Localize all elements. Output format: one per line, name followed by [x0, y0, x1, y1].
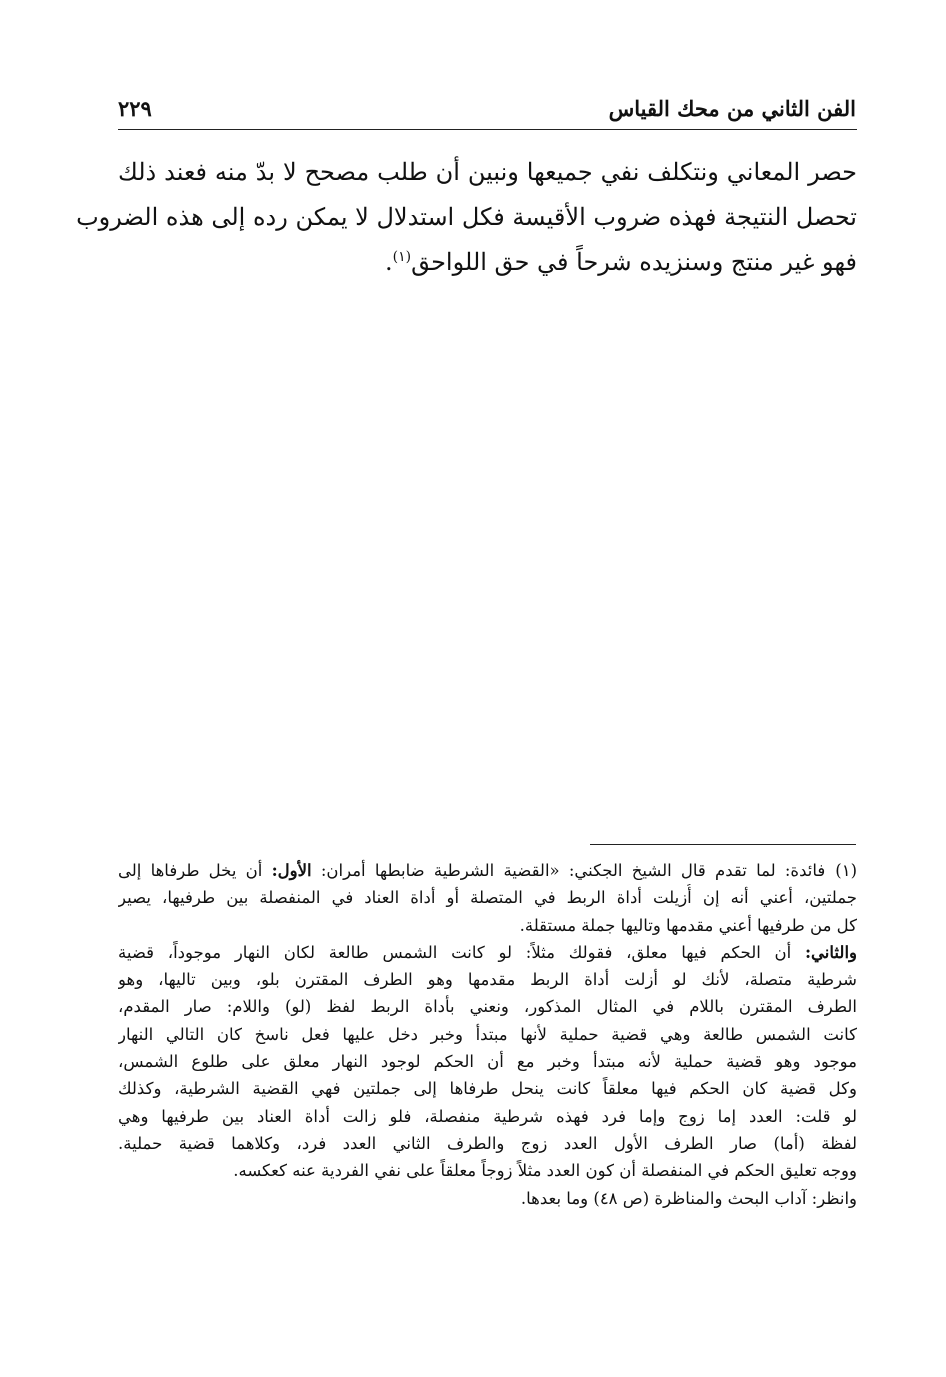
footnote-reference: (١) [392, 249, 412, 265]
page-number: ٢٢٩ [118, 96, 152, 121]
footnote-bold-term: الأول: [271, 861, 312, 880]
running-title: الفن الثاني من محك القياس [608, 96, 856, 121]
footnote-line: وكل قضية كان الحكم فيها معلقاً كانت ينحل طرفاها إلى جملتين فهي القضية الشرطية، وكذلك [118, 1079, 857, 1099]
footnote-line: وانظر: آداب البحث والمناظرة (ص ٤٨) وما بعدها. [520, 1188, 857, 1208]
body-line: تحصل النتيجة فهذه ضروب الأقيسة فكل استدلال لا يمكن رده إلى هذه الضروب [76, 203, 857, 231]
page-header [118, 96, 856, 126]
footnote-separator [590, 844, 856, 845]
footnote-text: أن يخل طرفاها إلى [118, 861, 263, 880]
footnote-line: ووجه تعليق الحكم في المنفصلة أن كون العدد مثلاً زوجاً معلقاً على نفي الفردية عنه كعكسه. [233, 1161, 857, 1181]
footnote-line [118, 857, 857, 884]
footnote-line: شرطية متصلة، لأنك لو أزلت أداة الربط مقدمها وهو الطرف المقترن بلو، وبين تاليها، وهو [118, 970, 857, 990]
body-line-text: فهو غير منتج وسنزيده شرحاً في حق اللواحق [411, 248, 857, 276]
footnote-line: موجود وهو قضية حملية لأنه مبتدأ وخبر مع أن الحكم لوجود النهار معلق على طلوع الشمس، [118, 1052, 857, 1072]
footnote-text: أن الحكم فيها معلق، فقولك مثلاً: لو كانت الشمس طالعة لكان النهار موجوداً، قضية [118, 942, 792, 962]
footnote-line: الطرف المقترن باللام في المثال المذكور، ونعني بأداة الربط لفظ (لو) واللام: صار المقدم، [118, 997, 857, 1017]
body-line [118, 240, 857, 285]
footnote-text: فائدة: لما تقدم قال الشيخ الجكني: «القضية الشرطية ضابطها أمران: [320, 861, 826, 880]
footnote-line: كانت الشمس طالعة وهي قضية حملية لأنها مبتدأ وخبر دخل عليها فعل ناسخ كان التالي النهار [118, 1024, 857, 1044]
footnote-marker: (١) [835, 861, 857, 880]
header-rule [118, 129, 857, 130]
footnote-block [118, 857, 857, 1212]
footnote-line [118, 939, 857, 966]
footnote-line: لو قلت: العدد إما زوج وإما فرد فهذه شرطية منفصلة، فلو زالت أداة العناد بين طرفيها وهي [118, 1106, 857, 1126]
main-body-text [76, 150, 857, 285]
body-line: حصر المعاني ونتكلف نفي جميعها ونبين أن طلب مصحح لا بدّ منه فعند ذلك [118, 158, 857, 186]
sentence-end-mark: . [384, 248, 393, 276]
footnote-line: كل من طرفيها أعني مقدمها وتاليها جملة مستقلة. [519, 915, 857, 935]
footnote-bold-term: والثاني: [804, 942, 857, 962]
footnote-line: لفظة (أما) صار الطرف الأول العدد زوج والطرف الثاني العدد فرد، وكلاهما قضية حملية. [118, 1133, 857, 1153]
footnote-line: جملتين، أعني أنه إن أُزيلت أداة الربط في المتصلة أو أداة العناد في المنفصلة بين طرفيها، يصير [118, 888, 857, 908]
